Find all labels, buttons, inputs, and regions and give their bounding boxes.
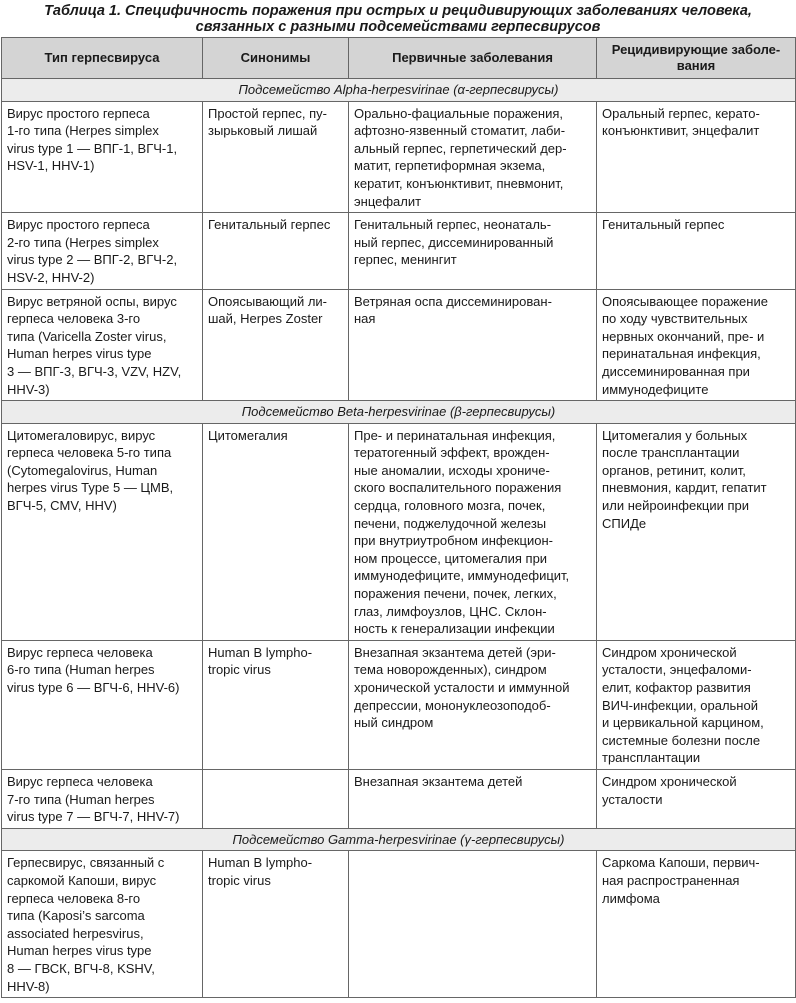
header-row — [2, 38, 796, 79]
cell-text-line: tropic virus — [208, 872, 271, 888]
virus-type-cell — [2, 769, 203, 828]
recurrent-diseases-cell — [597, 423, 796, 640]
table-title-line-2: связанных с разными подсемействами герпесвирусов — [195, 19, 601, 35]
header-recurrent-line-2: вания — [676, 58, 716, 73]
cell-text-line: Опоясывающий ли- — [208, 293, 328, 309]
cell-text-line: зырьковый лишай — [208, 123, 318, 139]
cell-text-line: герпеса человека 3-го — [7, 311, 141, 327]
synonyms-cell — [203, 640, 349, 769]
virus-type-cell — [2, 289, 203, 401]
cell-text-line: 1-го типа (Herpes simplex — [7, 123, 159, 139]
cell-text-line: 7-го типа (Human herpes — [7, 791, 155, 807]
cell-text-line: tropic virus — [208, 662, 271, 678]
cell-text-line: усталости — [602, 791, 663, 807]
cell-text-line: герпес, менингит — [354, 252, 457, 268]
table-title — [0, 3, 796, 35]
virus-type-cell — [2, 640, 203, 769]
cell-text-line: поражения печени, почек, легких, — [354, 586, 557, 602]
cell-text-line: HSV-2, HHV-2) — [7, 269, 95, 285]
cell-text-line: шай, Herpes Zoster — [208, 311, 323, 327]
table-row — [2, 769, 796, 828]
cell-text-line: пневмония, кардит, гепатит — [602, 480, 767, 496]
cell-text-line: афтозно-язвенный стоматит, лаби- — [354, 123, 566, 139]
cell-text-line: типа (Kaposi’s sarcoma — [7, 908, 145, 924]
cell-text-line: ная распространенная — [602, 872, 740, 888]
cell-text-line: Герпесвирус, связанный с — [7, 855, 165, 871]
table-row — [2, 101, 796, 213]
synonyms-cell — [203, 289, 349, 401]
cell-text-line: альный герпес, герпетический дер- — [354, 140, 567, 156]
cell-text-line: HHV-8) — [7, 978, 50, 994]
cell-text-line: Вирус герпеса человека — [7, 773, 153, 789]
primary-diseases-cell — [349, 423, 597, 640]
cell-text-line: СПИДе — [602, 515, 647, 531]
cell-text-line: Human herpes virus type — [7, 943, 152, 959]
cell-text-line: ность к генерализации инфекции — [354, 621, 555, 637]
recurrent-diseases-cell — [597, 851, 796, 998]
table-row — [2, 213, 796, 289]
cell-text-line: Синдром хронической — [602, 644, 737, 660]
cell-text-line: virus type 7 — ВГЧ-7, HHV-7) — [7, 809, 180, 825]
cell-text-line: HSV-1, HHV-1) — [7, 158, 95, 174]
header-primary-diseases: Первичные заболевания — [349, 38, 597, 79]
primary-diseases-cell — [349, 213, 597, 289]
table-row — [2, 851, 796, 998]
cell-text-line: Вирус простого герпеса — [7, 217, 150, 233]
table-title-line-1: Таблица 1. Специфичность поражения при острых и рецидивирующих заболеваниях человека, — [44, 3, 752, 19]
cell-text-line: Цитомегалия у больных — [602, 427, 748, 443]
cell-text-line: Генитальный герпес — [208, 217, 331, 233]
cell-text-line: тема новорожденных), синдром — [354, 662, 547, 678]
cell-text-line: матит, герпетиформная экзема, — [354, 158, 546, 174]
cell-text-line: ном процессе, цитомегалия при — [354, 550, 548, 566]
cell-text-line: органов, ретинит, колит, — [602, 462, 746, 478]
cell-text-line: Саркома Капоши, первич- — [602, 855, 760, 871]
cell-text-line: перинатальная инфекция, — [602, 346, 761, 362]
table-row — [2, 423, 796, 640]
cell-text-line: ВИЧ-инфекции, оральной — [602, 697, 758, 713]
cell-text-line: елит, кофактор развития — [602, 680, 751, 695]
herpesvirus-table — [1, 37, 796, 998]
cell-text-line: Ветряная оспа диссеминирован- — [354, 293, 552, 309]
virus-type-cell — [2, 851, 203, 998]
cell-text-line: ского воспалительного поражения — [354, 480, 562, 496]
synonyms-cell — [203, 769, 349, 828]
cell-text-line: herpes virus Type 5 — ЦМВ, — [7, 480, 174, 496]
cell-text-line: герпеса человека 8-го — [7, 890, 141, 906]
cell-text-line: 3 — ВПГ-3, ВГЧ-3, VZV, HZV, — [7, 363, 182, 379]
subfamily-row — [2, 401, 796, 424]
cell-text-line: associated herpesvirus, — [7, 925, 144, 941]
primary-diseases-cell — [349, 101, 597, 213]
cell-text-line: печени, поджелудочной железы — [354, 515, 547, 531]
cell-text-line: 8 — ГВСК, ВГЧ-8, KSHV, — [7, 960, 155, 976]
cell-text-line: virus type 6 — ВГЧ-6, HHV-6) — [7, 680, 180, 695]
cell-text-line: нервных окончаний, пре- и — [602, 328, 765, 344]
cell-text-line: иммунодефиците — [602, 381, 709, 397]
cell-text-line: Вирус ветряной оспы, вирус — [7, 293, 177, 309]
header-virus-type: Тип герпесвируса — [2, 38, 203, 79]
recurrent-diseases-cell — [597, 101, 796, 213]
cell-text-line: диссеминированная при — [602, 363, 750, 379]
cell-text-line: саркомой Капоши, вирус — [7, 872, 157, 888]
virus-type-cell — [2, 101, 203, 213]
cell-text-line: депрессии, мононуклеозоподоб- — [354, 697, 551, 713]
cell-text-line: Цитомегалия — [208, 427, 288, 443]
cell-text-line: Пре- и перинатальная инфекция, — [354, 427, 556, 443]
header-synonyms: Синонимы — [203, 38, 349, 79]
primary-diseases-cell — [349, 769, 597, 828]
cell-text-line: энцефалит — [354, 193, 422, 209]
synonyms-cell — [203, 101, 349, 213]
cell-text-line: ный герпес, диссеминированный — [354, 234, 554, 250]
table-row — [2, 289, 796, 401]
cell-text-line: Вирус герпеса человека — [7, 644, 153, 660]
cell-text-line: при внутриутробном инфекцион- — [354, 533, 553, 549]
cell-text-line: или нейроинфекции при — [602, 498, 750, 514]
cell-text-line: virus type 1 — ВПГ-1, ВГЧ-1, — [7, 140, 178, 156]
cell-text-line: Вирус простого герпеса — [7, 105, 150, 121]
subfamily-heading: Подсемейство Alpha-herpesvirinae (α-герпесвирусы) — [2, 79, 796, 102]
cell-text-line: и цервикальной карцином, — [602, 715, 764, 731]
cell-text-line: ВГЧ-5, CMV, HHV) — [7, 498, 117, 514]
cell-text-line: ный синдром — [354, 715, 434, 731]
cell-text-line: Human herpes virus type — [7, 346, 152, 362]
cell-text-line: 6-го типа (Human herpes — [7, 662, 155, 678]
cell-text-line: Внезапная экзантема детей (эри- — [354, 644, 556, 660]
cell-text-line: Орально-фациальные поражения, — [354, 105, 564, 121]
cell-text-line: трансплантации — [602, 750, 701, 766]
cell-text-line: системные болезни после — [602, 732, 761, 748]
cell-text-line: Цитомегаловирус, вирус — [7, 427, 156, 443]
cell-text-line: сердца, головного мозга, почек, — [354, 498, 546, 514]
cell-text-line: глаз, лимфоузлов, ЦНС. Склон- — [354, 603, 547, 619]
cell-text-line: типа (Varicella Zoster virus, — [7, 328, 167, 344]
cell-text-line: Опоясывающее поражение — [602, 293, 768, 309]
synonyms-cell — [203, 423, 349, 640]
cell-text-line: HHV-3) — [7, 381, 50, 397]
cell-text-line: герпеса человека 5-го типа — [7, 445, 172, 461]
cell-text-line: Простой герпес, пу- — [208, 105, 327, 121]
cell-text-line: кератит, конъюнктивит, пневмонит, — [354, 175, 564, 191]
cell-text-line: Human B lympho- — [208, 855, 313, 871]
recurrent-diseases-cell — [597, 640, 796, 769]
table-row — [2, 640, 796, 769]
cell-text-line: (Cytomegalovirus, Human — [7, 462, 158, 478]
cell-text-line: Генитальный герпес, неонаталь- — [354, 217, 552, 233]
cell-text-line: ные аномалии, исходы хрониче- — [354, 462, 550, 478]
virus-type-cell — [2, 423, 203, 640]
cell-text-line: Оральный герпес, керато- — [602, 105, 760, 121]
primary-diseases-cell — [349, 640, 597, 769]
synonyms-cell — [203, 851, 349, 998]
cell-text-line: хронической усталости и иммунной — [354, 680, 570, 695]
synonyms-cell — [203, 213, 349, 289]
cell-text-line: лимфома — [602, 890, 660, 906]
cell-text-line: Генитальный герпес — [602, 217, 725, 233]
header-recurrent-line-1: Рецидивирующие заболе- — [611, 42, 781, 57]
primary-diseases-cell — [349, 851, 597, 998]
recurrent-diseases-cell — [597, 213, 796, 289]
cell-text-line: 2-го типа (Herpes simplex — [7, 234, 159, 250]
virus-type-cell — [2, 213, 203, 289]
cell-text-line: усталости, энцефаломи- — [602, 662, 752, 678]
cell-text-line: ная — [354, 311, 376, 327]
cell-text-line: после трансплантации — [602, 445, 740, 461]
cell-text-line: virus type 2 — ВПГ-2, ВГЧ-2, — [7, 252, 178, 268]
cell-text-line: тератогенный эффект, врожден- — [354, 445, 550, 461]
cell-text-line: Синдром хронической — [602, 773, 737, 789]
cell-text-line: Внезапная экзантема детей — [354, 773, 523, 789]
cell-text-line: Human B lympho- — [208, 644, 313, 660]
cell-text-line: по ходу чувствительных — [602, 311, 748, 327]
subfamily-row — [2, 79, 796, 102]
cell-text-line: конъюнктивит, энцефалит — [602, 123, 760, 139]
recurrent-diseases-cell — [597, 769, 796, 828]
cell-text-line: иммунодефиците, иммунодефицит, — [354, 568, 570, 584]
header-recurrent-diseases — [597, 38, 796, 79]
recurrent-diseases-cell — [597, 289, 796, 401]
primary-diseases-cell — [349, 289, 597, 401]
subfamily-row — [2, 828, 796, 851]
subfamily-heading: Подсемейство Beta-herpesvirinae (β-герпесвирусы) — [2, 401, 796, 424]
subfamily-heading: Подсемейство Gamma-herpesvirinae (γ-герпесвирусы) — [2, 828, 796, 851]
